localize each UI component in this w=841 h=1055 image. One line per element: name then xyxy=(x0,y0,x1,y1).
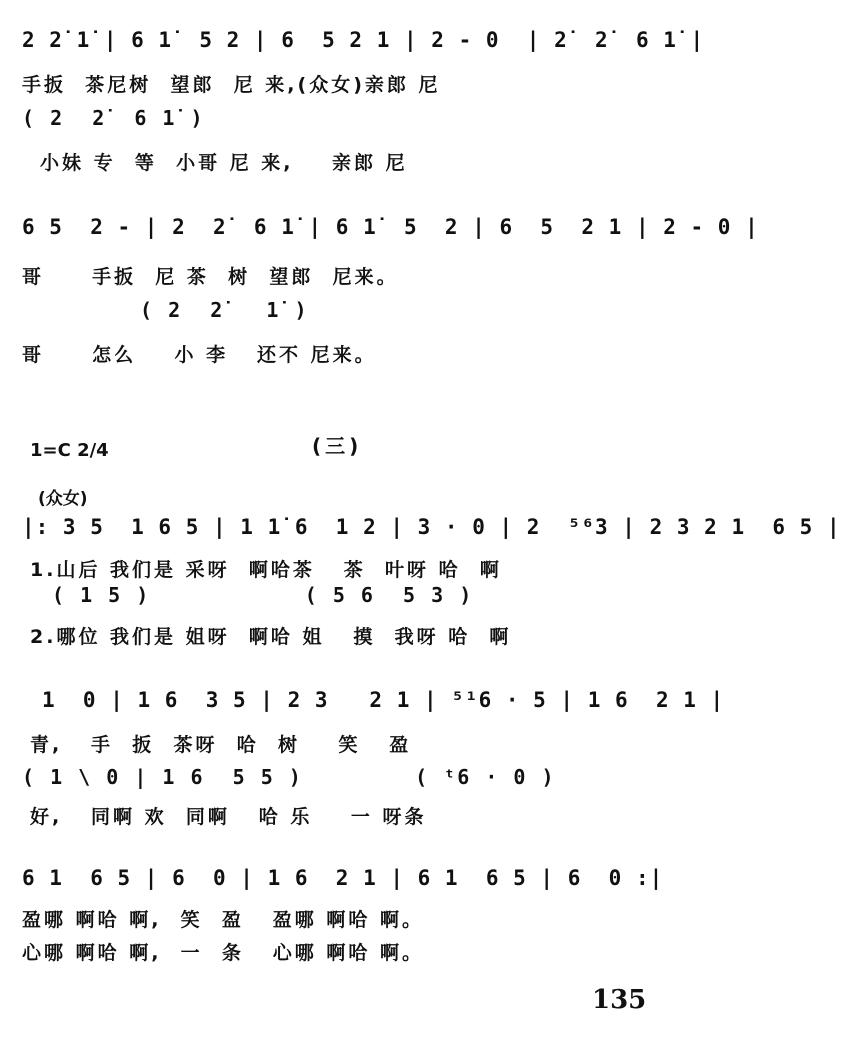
lyric-line-4b: 好, 同啊 欢 同啊 哈 乐 一 呀条 xyxy=(30,806,427,828)
paren-line-2: ( 2 2̇ 1̇ ) xyxy=(140,298,309,322)
lyric-line-1a: 手扳 茶尼树 望郎 尼 来,(众女)亲郎 尼 xyxy=(22,74,441,96)
lyric-line-3b: 2.哪位 我们是 姐呀 啊哈 姐 摸 我呀 哈 啊 xyxy=(30,626,512,648)
key-signature: 1=C 2/4 xyxy=(30,440,109,461)
lyric-line-4a: 青, 手 扳 茶呀 哈 树 笑 盈 xyxy=(30,734,412,756)
notation-line-2: 6 5 2 - | 2 2̇ 6 1̇ | 6 1̇ 5 2 | 6 5 2 1 | 2 - 0 | xyxy=(22,215,759,239)
lyric-line-5a: 盈哪 啊哈 啊, 笑 盈 盈哪 啊哈 啊。 xyxy=(22,909,424,931)
paren-line-3: ( 1 5 ) ( 5 6 5 3 ) xyxy=(52,583,474,607)
lyric-line-3a: 1.山后 我们是 采呀 啊哈茶 茶 叶呀 哈 啊 xyxy=(30,559,502,581)
notation-line-3: |: 3 5 1 6 5 | 1 1̇ 6 1 2 | 3 · 0 | 2 ⁵⁶3 | 2 3 2 1 6 5 | xyxy=(22,515,841,539)
lyric-line-5b: 心哪 啊哈 啊, 一 条 心哪 啊哈 啊。 xyxy=(22,942,424,964)
page-number: 135 xyxy=(592,985,647,1015)
paren-line-4: ( 1 \ 0 | 1 6 5 5 ) ( ᵗ6 · 0 ) xyxy=(22,765,556,789)
notation-line-1: 2 2̇ 1̇ | 6 1̇ 5 2 | 6 5 2 1 | 2 - 0 | 2̇ 2̇ 6 1̇ | xyxy=(22,28,705,52)
section-title: (三) xyxy=(312,434,363,458)
notation-line-4: 1 0 | 1 6 3 5 | 2 3 2 1 | ⁵¹6 · 5 | 1 6 2 1 | xyxy=(42,688,725,712)
notation-line-5: 6 1 6 5 | 6 0 | 1 6 2 1 | 6 1 6 5 | 6 0 :| xyxy=(22,866,664,890)
singer-label: (众女) xyxy=(38,489,88,509)
paren-line-1: ( 2 2̇ 6 1̇ ) xyxy=(22,106,205,130)
lyric-line-1b: 小妹 专 等 小哥 尼 来, 亲郎 尼 xyxy=(40,152,408,174)
lyric-line-2b: 哥 怎么 小 李 还不 尼来。 xyxy=(22,344,377,366)
lyric-line-2a: 哥 手扳 尼 茶 树 望郎 尼来。 xyxy=(22,266,399,288)
